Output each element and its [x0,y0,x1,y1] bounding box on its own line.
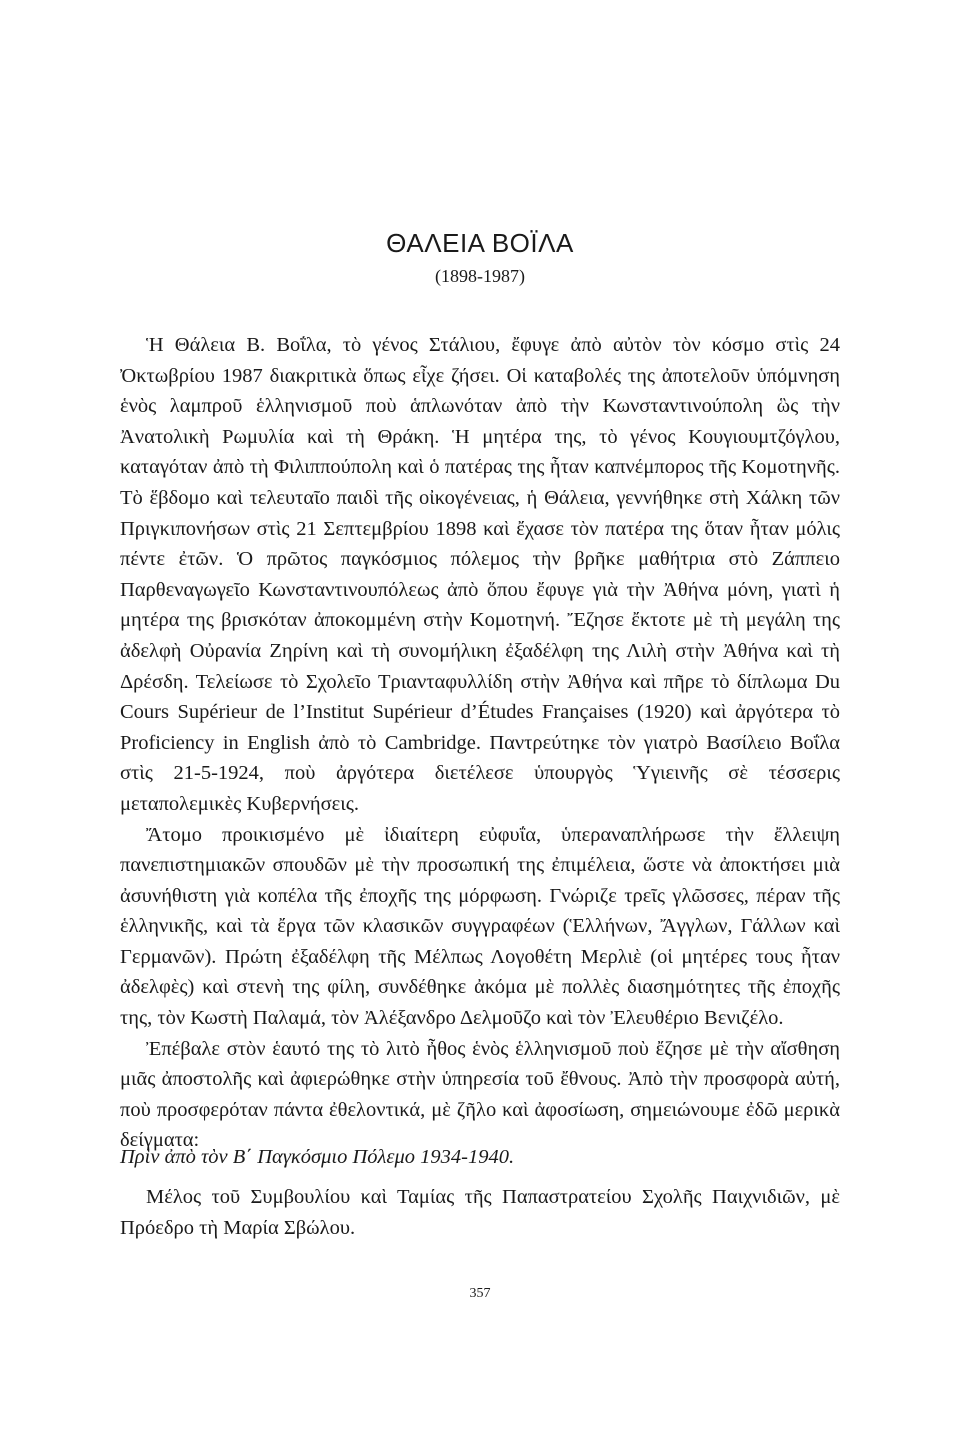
page-number: 357 [469,1286,491,1301]
life-dates: (1898-1987) [435,266,525,286]
paragraph-1: Ἡ Θάλεια Β. Βοΐλα, τὸ γένος Στάλιου, ἔφυγε ἀπὸ αὐτὸν τὸν κόσμο στὶς 24 Ὀκτωβρίου 1987 διακριτικὰ ὅπως εἶχε ζήσει. Οἱ καταβολές της ἀποτελοῦν ὑπόμνηση ἑνὸς λαμπροῦ ἑλληνισμοῦ ποὺ ἁπλωνόταν ἀπὸ τὴν Κωνσταντινούπολη ὣς τὴν Ἀνατολικὴ Ρωμυλία καὶ τὴ Θράκη. Ἡ μητέρα της, τὸ γένος Κουγιουμτζόγλου, καταγόταν ἀπὸ τὴ Φιλιππούπολη καὶ ὁ πατέρας της ἦταν καπνέμπορος τῆς Κομοτηνῆς. Τὸ ἕβδομο καὶ τελευταῖο παιδὶ τῆς οἰκογένειας, ἡ Θάλεια, γεννήθηκε στὴ Χάλκη τῶν Πριγκιπονήσων στὶς 21 Σεπτεμβρίου 1898 καὶ ἔχασε τὸν πατέρα της ὅταν ἦταν μόλις πέντε ἐτῶν. Ὁ πρῶτος παγκόσμιος πόλεμος τὴν βρῆκε μαθήτρια στὸ Ζάππειο Παρθεναγωγεῖο Κωνσταντινουπόλεως ἀπὸ ὅπου ἔφυγε γιὰ τὴν Ἀθήνα μόνη, γιατὶ ἡ μητέρα της βρισκόταν ἀποκομμένη στὴν Κομοτηνή. Ἔζησε ἔκτοτε μὲ τὴ μεγάλη της ἀδελφὴ Οὐρανία Ζηρίνη καὶ τὴ συνομήλικη ἐξαδέλφη της Λιλὴ στὴν Ἀθήνα καὶ τὴ Δρέσδη. Τελείωσε τὸ Σχολεῖο Τριανταφυλλίδη στὴν Ἀθήνα καὶ πῆρε τὸ δίπλωμα Du Cours Supérieur de l’Institut Supérieur d’Études Françaises (1920) καὶ ἀργότερα τὸ Proficiency in English ἀπὸ τὸ Cambridge. Παντρεύτηκε τὸν γιατρὸ Βασίλειο Βοΐλα στὶς 21-5-1924, ποὺ ἀργότερα διετέλεσε ὑπουργὸς Ὑγιεινῆς σὲ τέσσερις μεταπολεμικὲς Κυβερνήσεις. [120,334,840,815]
section-paragraph: Μέλος τοῦ Συμβουλίου καὶ Ταμίας τῆς Παπαστρατείου Σχολῆς Παιχνιδιῶν, μὲ Πρόεδρο τὴ Μαρία Σβώλου. [120,1186,840,1239]
section-heading: Πρὶν ἀπὸ τὸν Β΄ Παγκόσμιο Πόλεμο 1934-1940. [120,1146,515,1168]
paragraph-2: Ἄτομο προικισμένο μὲ ἰδιαίτερη εὐφυΐα, ὑπεραναπλήρωσε τὴν ἔλλειψη πανεπιστημιακῶν σπουδῶν μὲ τὴν προσωπική της ἐπιμέλεια, ὥστε νὰ ἀποκτήσει μιὰ ἀσυνήθιστη γιὰ κοπέλα τῆς ἐποχῆς της μόρφωση. Γνώριζε τρεῖς γλῶσσες, πέραν τῆς ἑλληνικῆς, καὶ τὰ ἔργα τῶν κλασικῶν συγγραφέων (Ἑλλήνων, Ἄγγλων, Γάλλων καὶ Γερμανῶν). Πρώτη ἐξαδέλφη τῆς Μέλπως Λογοθέτη Μερλιὲ (οἱ μητέρες τους ἦταν ἀδελφὲς) καὶ στενὴ της φίλη, συνδέθηκε ἀκόμα μὲ πολλὲς διασημότητες τῆς ἐποχῆς της, τὸν Κωστὴ Παλαμά, τὸν Ἀλέξανδρο Δελμοῦζο καὶ τὸν Ἐλευθέριο Βενιζέλο. [120,823,840,1030]
page-title: ΘΑΛΕΙΑ ΒΟΪΛΑ [386,228,574,258]
section-body [120,1182,840,1243]
paragraph-3: Ἐπέβαλε στὸν ἑαυτό της τὸ λιτὸ ἦθος ἑνὸς ἑλληνισμοῦ ποὺ ἔζησε μὲ τὴν αἴσθηση μιᾶς ἀποστολῆς καὶ ἀφιερώθηκε στὴν ὑπηρεσία τοῦ ἔθνους. Ἀπὸ τὴν προσφορὰ αὐτή, ποὺ προσφερόταν πάντα ἐθελοντικά, μὲ ζῆλο καὶ ἀφοσίωση, σημειώνουμε ἐδῶ μερικὰ δείγματα: [120,1037,840,1152]
body-text [120,330,840,1156]
